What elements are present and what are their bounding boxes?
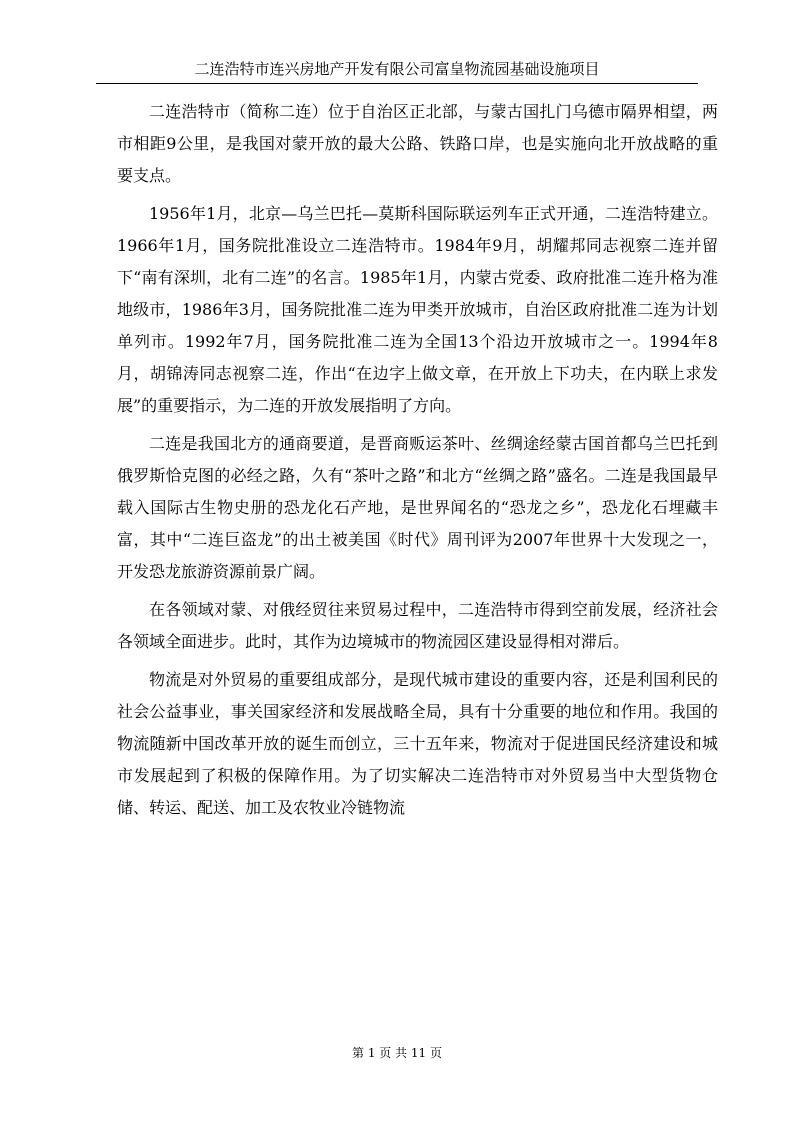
page-header — [96, 58, 698, 84]
paragraph-history: 1956年1月，北京—乌兰巴托—莫斯科国际联运列车正式开通，二连浩特建立。1966年1月，国务院批准设立二连浩特市。1984年9月，胡耀邦同志视察二连并留下“南有深圳，北有二连”的名言。1985年1月，内蒙古党委、政府批准二连升格为准地级市，1986年3月，国务院批准二连为甲类开放城市，自治区政府批准二连为计划单列市。1992年7月，国务院批准二连为全国13个沿边开放城市之一。1994年8月，胡锦涛同志视察二连，作出“在边字上做文章，在开放上下功夫，在内联上求发展”的重要指示，为二连的开放发展指明了方向。 — [117, 204, 718, 415]
document-body — [117, 96, 718, 830]
page-footer — [0, 1045, 794, 1061]
paragraph-logistics: 物流是对外贸易的重要组成部分，是现代城市建设的重要内容，还是利国利民的社会公益事业，事关国家经济和发展战略全局，具有十分重要的地位和作用。我国的物流随新中国改革开放的诞生而创立，三十五年来，物流对于促进国民经济建设和城市发展起到了积极的保障作用。为了切实解决二连浩特市对外贸易当中大型货物仓储、转运、配送、加工及农牧业冷链物流 — [117, 670, 718, 817]
paragraph-trade-route: 二连是我国北方的通商要道，是晋商贩运茶叶、丝绸途经蒙古国首都乌兰巴托到俄罗斯恰克图的必经之路，久有“茶叶之路”和北方“丝绸之路”盛名。二连是我国最早载入国际古生物史册的恐龙化石产地，是世界闻名的“恐龙之乡”，恐龙化石埋藏丰富，其中“二连巨盗龙”的出土被美国《时代》周刊评为2007年世界十大发现之一，开发恐龙旅游资源前景广阔。 — [117, 434, 718, 581]
paragraph-development: 在各领域对蒙、对俄经贸往来贸易过程中，二连浩特市得到空前发展，经济社会各领域全面进步。此时，其作为边境城市的物流园区建设显得相对滞后。 — [117, 600, 718, 651]
page-number: 第 1 页 共 11 页 — [352, 1046, 442, 1060]
paragraph-location: 二连浩特市（简称二连）位于自治区正北部，与蒙古国扎门乌德市隔界相望，两市相距9公里，是我国对蒙开放的最大公路、铁路口岸，也是实施向北开放战略的重要支点。 — [117, 102, 718, 185]
document-title: 二连浩特市连兴房地产开发有限公司富皇物流园基础设施项目 — [194, 60, 600, 78]
